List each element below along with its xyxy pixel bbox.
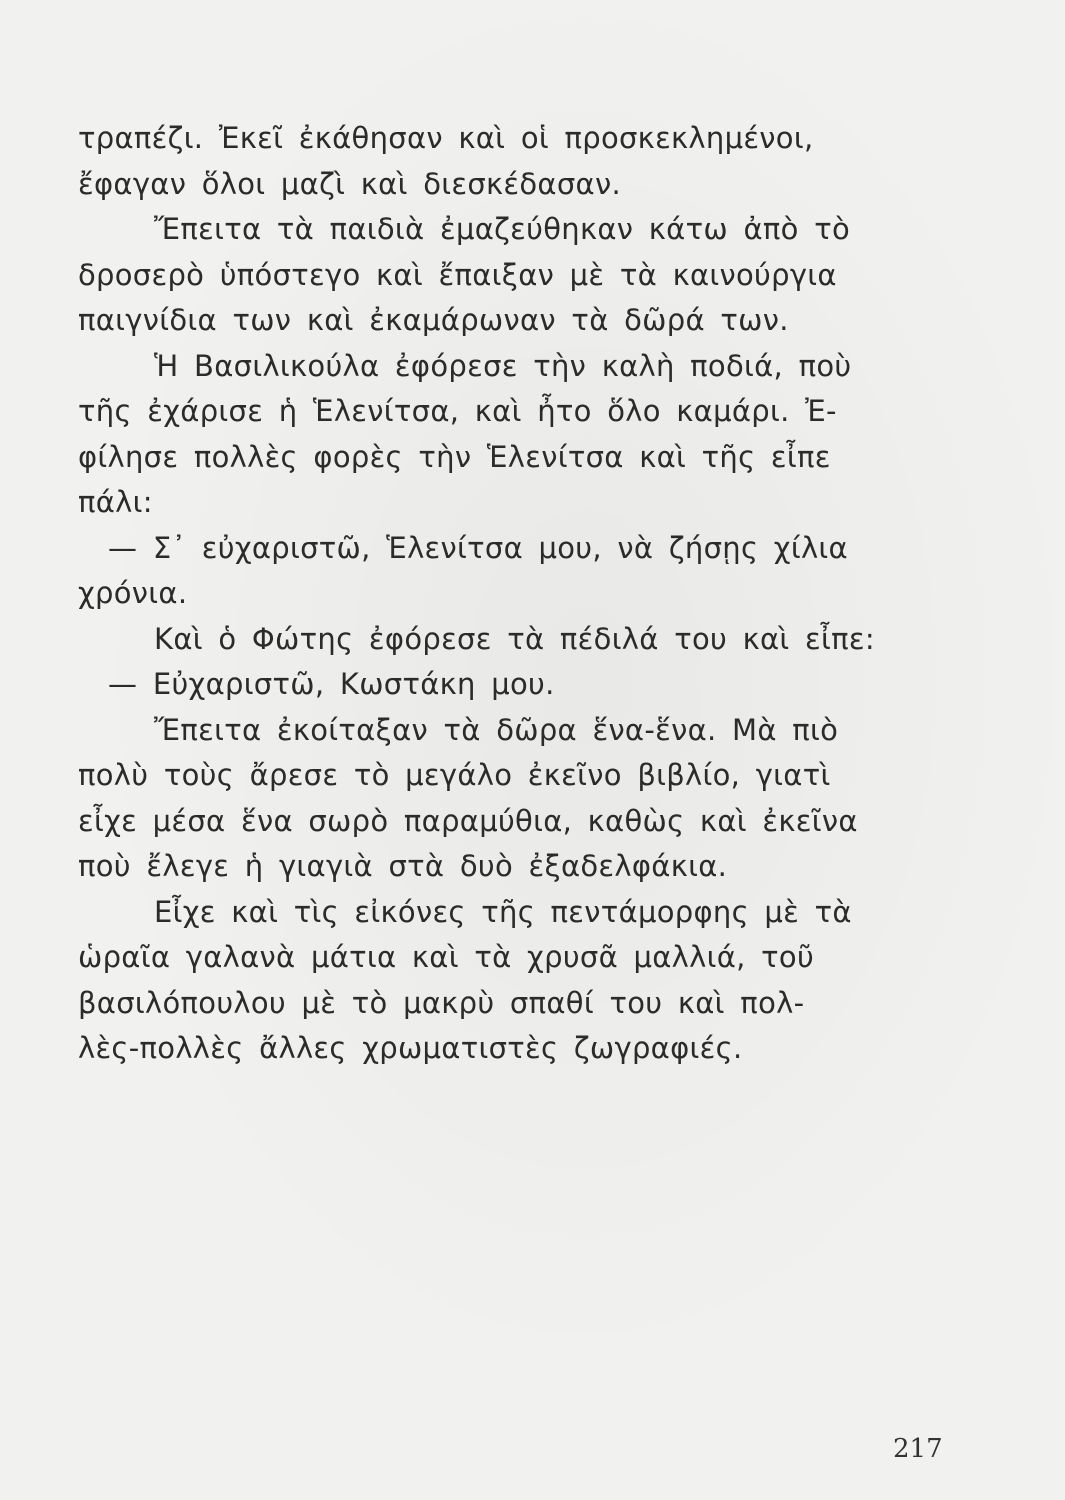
- text-line: παιγνίδια των καὶ ἐκαμάρωναν τὰ δῶρά των.: [78, 303, 789, 337]
- text-line: δροσερὸ ὑπόστεγο καὶ ἔπαιξαν μὲ τὰ καινούργια: [78, 257, 837, 292]
- text-line: Καὶ ὁ Φώτης ἐφόρεσε τὰ πέδιλά του καὶ εἶπε:: [154, 621, 875, 656]
- text-line: ὡραῖα γαλανὰ μάτια καὶ τὰ χρυσᾶ μαλλιά, τοῦ: [78, 940, 815, 974]
- text-line: Εἶχε καὶ τὶς εἰκόνες τῆς πεντάμορφης μὲ τὰ: [154, 894, 852, 929]
- text-line: λὲς-πολλὲς ἄλλες χρωματιστὲς ζωγραφιές.: [78, 1031, 743, 1065]
- text-line: Ἡ Βασιλικούλα ἐφόρεσε τὴν καλὴ ποδιά, ποὺ: [154, 348, 852, 383]
- page-number: 217: [893, 1434, 943, 1464]
- text-line: τραπέζι. Ἐκεῖ ἐκάθησαν καὶ οἱ προσκεκλημένοι,: [78, 121, 814, 155]
- text-line: χρόνια.: [78, 576, 188, 610]
- text-line: βασιλόπουλου μὲ τὸ μακρὺ σπαθί του καὶ πολ-: [78, 985, 805, 1020]
- text-line: ἔφαγαν ὅλοι μαζὶ καὶ διεσκέδασαν.: [78, 166, 621, 201]
- text-line: φίλησε πολλὲς φορὲς τὴν Ἑλενίτσα καὶ τῆς εἶπε: [78, 439, 831, 474]
- text-line: ποὺ ἔλεγε ἡ γιαγιὰ στὰ δυὸ ἐξαδελφάκια.: [78, 849, 728, 883]
- body-text: [78, 116, 938, 1072]
- text-line: — Σ᾽ εὐχαριστῶ, Ἑλενίτσα μου, νὰ ζήσῃς χίλια: [108, 530, 848, 565]
- text-line: Ἔπειτα τὰ παιδιὰ ἐμαζεύθηκαν κάτω ἀπὸ τὸ: [154, 212, 850, 246]
- text-line: — Εὐχαριστῶ, Κωστάκη μου.: [108, 667, 555, 701]
- text-line: εἶχε μέσα ἕνα σωρὸ παραμύθια, καθὼς καὶ ἐκεῖνα: [78, 803, 858, 838]
- text-line: Ἔπειτα ἐκοίταξαν τὰ δῶρα ἕνα-ἕνα. Μὰ πιὸ: [154, 712, 839, 747]
- text-line: πολὺ τοὺς ἄρεσε τὸ μεγάλο ἐκεῖνο βιβλίο, γιατὶ: [78, 758, 831, 792]
- text-line: τῆς ἐχάρισε ἡ Ἑλενίτσα, καὶ ἦτο ὅλο καμάρι. Ἐ-: [78, 394, 837, 428]
- text-line: πάλι:: [78, 485, 153, 519]
